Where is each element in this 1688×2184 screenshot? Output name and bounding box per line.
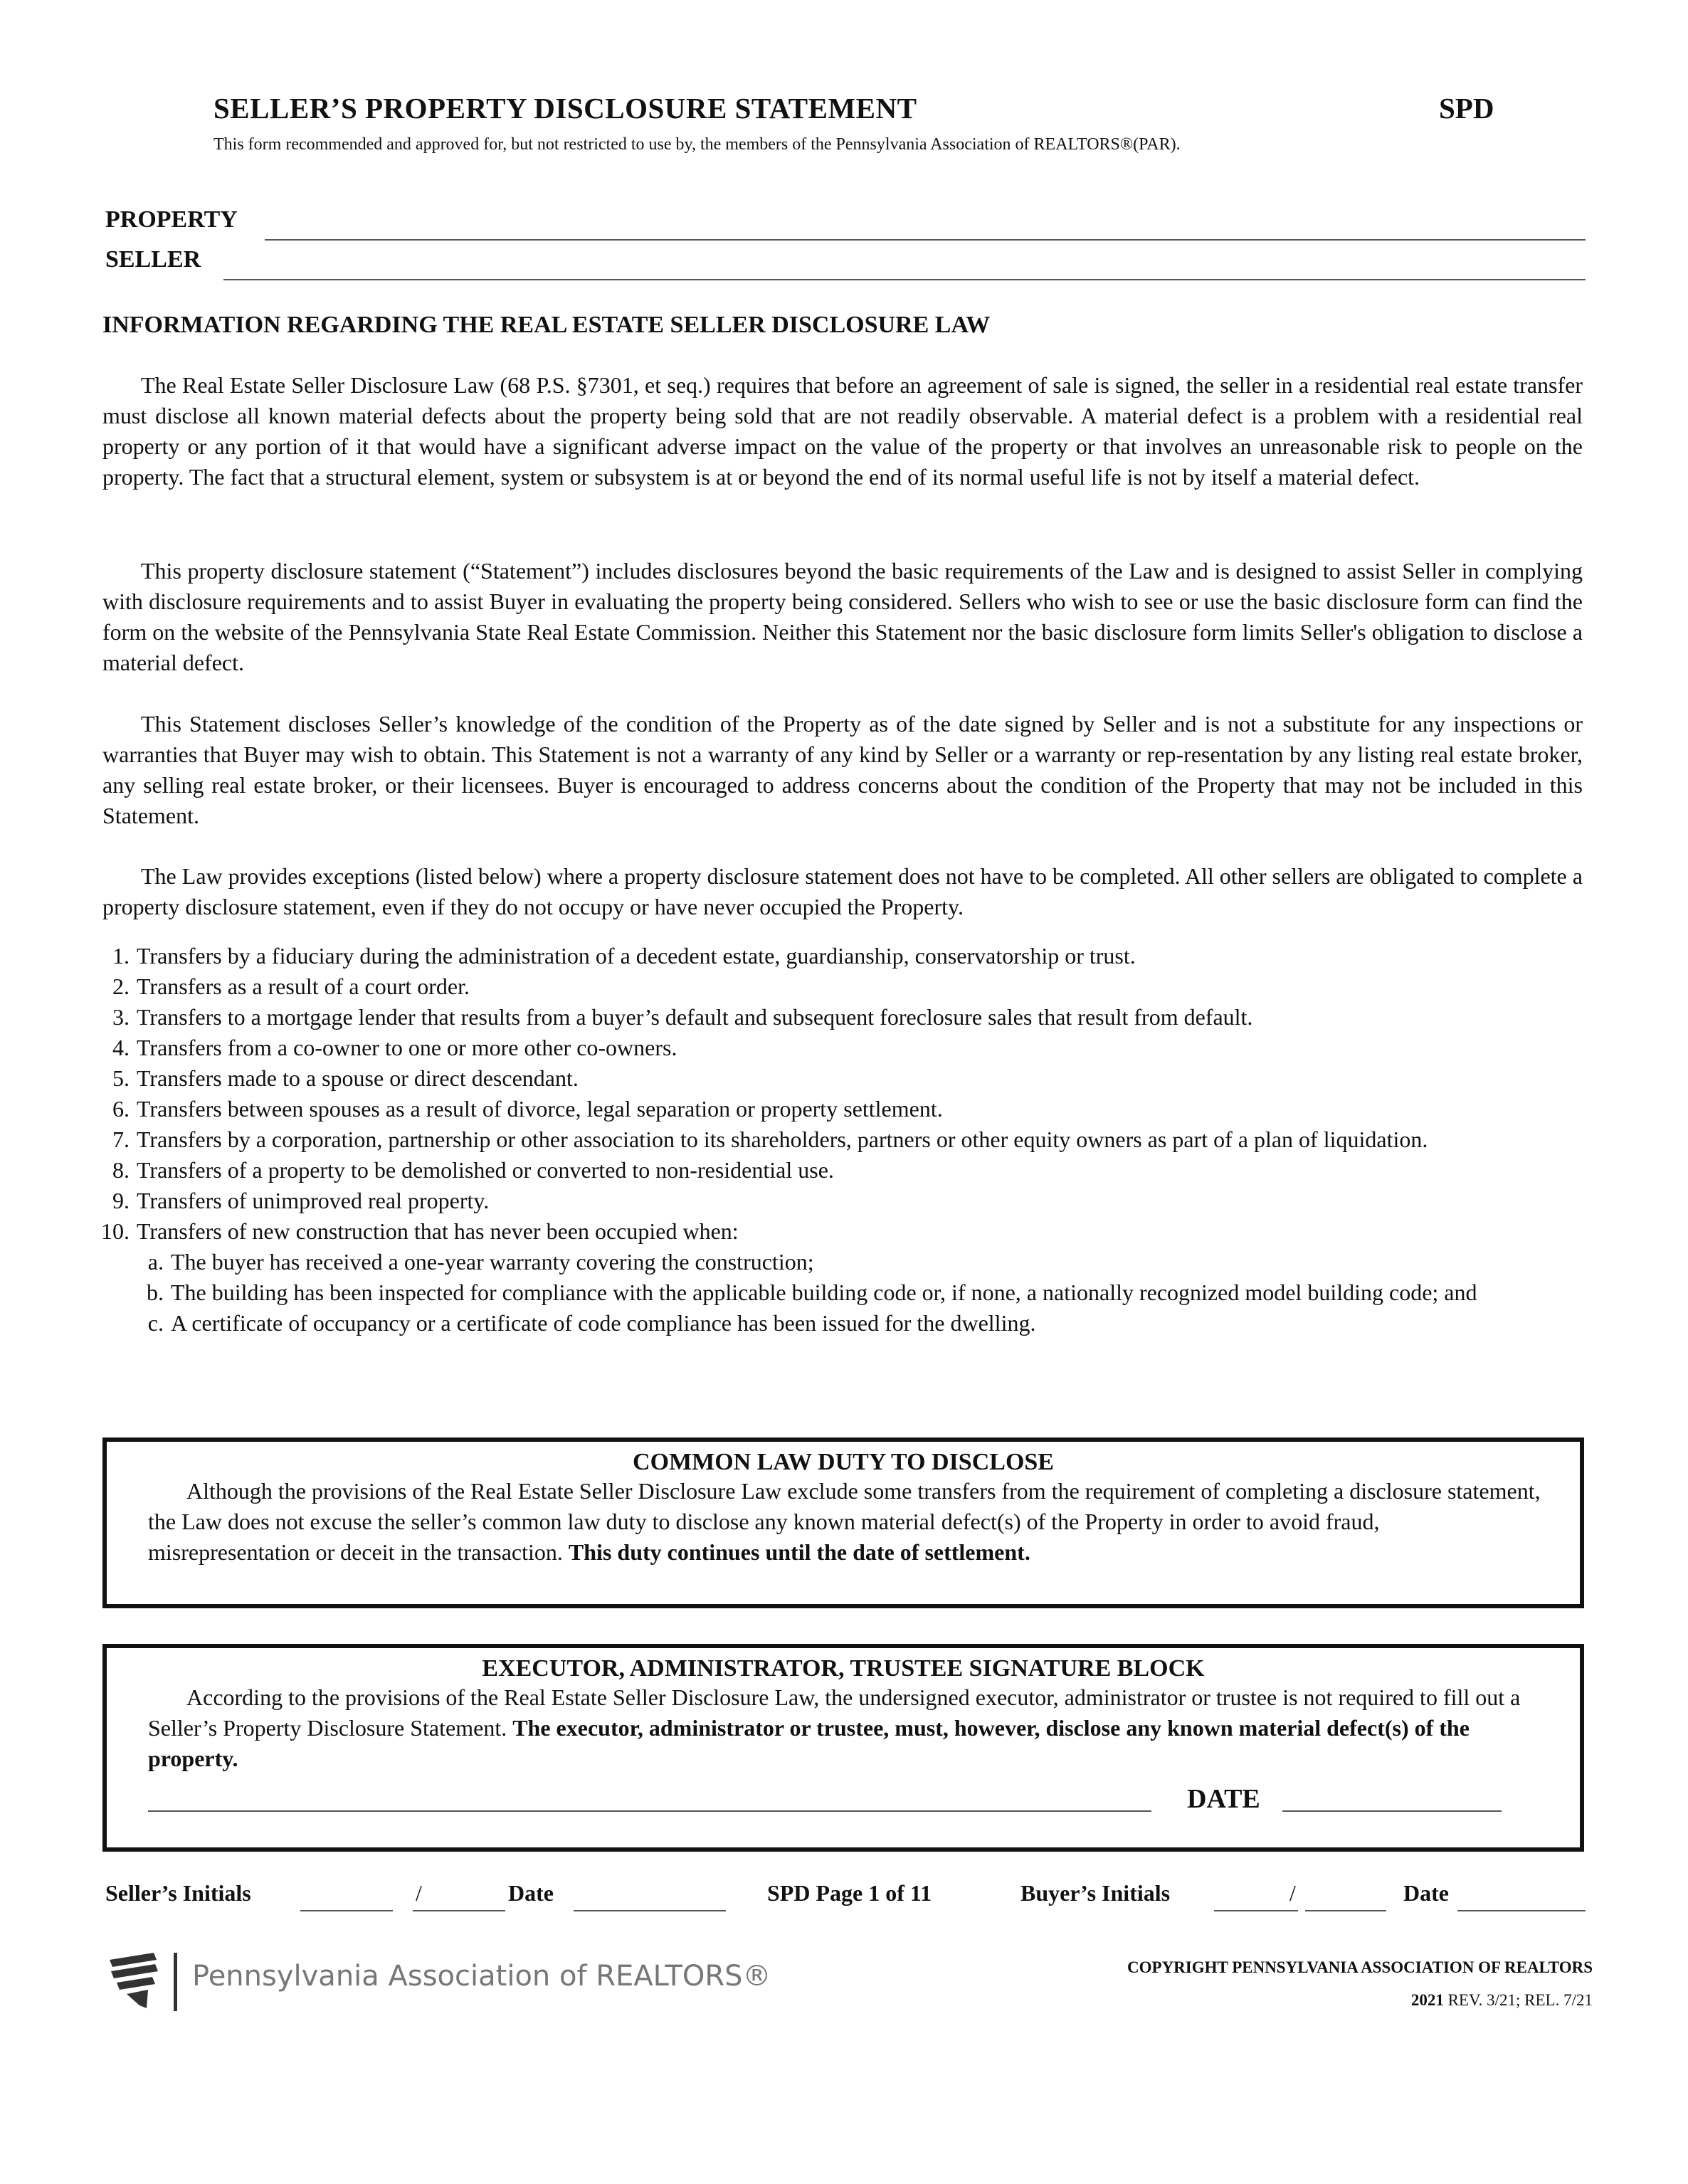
list-item: 7. Transfers by a corporation, partnership or other association to its shareholders, partners or other equity owners as part of a plan of liquidation. bbox=[112, 1127, 1428, 1152]
list-item: 9. Transfers of unimproved real property. bbox=[112, 1188, 490, 1213]
list-item: 8. Transfers of a property to be demolished or converted to non-residential use. bbox=[112, 1157, 834, 1183]
seller-date-label: Date bbox=[508, 1880, 554, 1906]
seller-initials-line-2[interactable] bbox=[413, 1910, 505, 1911]
buyer-date-label: Date bbox=[1403, 1880, 1449, 1906]
buyer-initials-line-2[interactable] bbox=[1305, 1910, 1386, 1911]
page-number: SPD Page 1 of 11 bbox=[767, 1880, 932, 1906]
seller-label: SELLER bbox=[105, 246, 201, 273]
executor-date-line[interactable] bbox=[1282, 1810, 1502, 1812]
form-title: SELLER’S PROPERTY DISCLOSURE STATEMENT bbox=[213, 92, 917, 125]
list-item: 2. Transfers as a result of a court order. bbox=[112, 974, 470, 999]
buyer-initials-label: Buyer’s Initials bbox=[1020, 1880, 1171, 1906]
section-heading: INFORMATION REGARDING THE REAL ESTATE SELLER DISCLOSURE LAW bbox=[102, 312, 991, 338]
paragraph-4: The Law provides exceptions (listed below) where a property disclosure statement does not have to be completed. All other sellers are obligated to complete a property disclosure statement, even if they do not occupy or have never occupied the Property. bbox=[102, 863, 1583, 919]
par-logo-text: Pennsylvania Association of REALTORS® bbox=[192, 1960, 771, 1993]
buyer-initials-slash: / bbox=[1289, 1880, 1296, 1906]
executor-text: According to the provisions of the Real Estate Seller Disclosure Law, the undersigned executor, administrator or trustee is not required to fill out a Seller’s Property Disclosure Statement. The executor, administrator or trustee, must, however, disclose any known material defect(s) of the property. bbox=[148, 1684, 1521, 1771]
paragraph-2: This property disclosure statement (“Statement”) includes disclosures beyond the basic requirements of the Law and is designed to assist Seller in complying with disclosure requirements and to assist Buyer in evaluating the property being considered. Sellers who wish to see or use the basic disclosure form can find the form on the website of the Pennsylvania State Real Estate Commission. Neither this Statement nor the basic disclosure form limits Seller's obligation to disclose a material defect. bbox=[102, 558, 1583, 675]
buyer-date-line[interactable] bbox=[1457, 1910, 1586, 1911]
executor-title: EXECUTOR, ADMINISTRATOR, TRUSTEE SIGNATURE BLOCK bbox=[482, 1655, 1205, 1682]
sub-list-item: b. The building has been inspected for compliance with the applicable building code or, if none, a nationally recognized model building code; and bbox=[147, 1280, 1477, 1305]
list-item: 5. Transfers made to a spouse or direct descendant. bbox=[112, 1065, 579, 1091]
par-logo-icon bbox=[105, 1950, 184, 2017]
property-input-line[interactable] bbox=[265, 239, 1586, 241]
buyer-initials-line-1[interactable] bbox=[1214, 1910, 1298, 1911]
copyright-text: COPYRIGHT PENNSYLVANIA ASSOCIATION OF REALTORS bbox=[1127, 1958, 1593, 1976]
seller-input-line[interactable] bbox=[223, 279, 1586, 280]
revision-text: 2021 REV. 3/21; REL. 7/21 bbox=[1410, 1991, 1593, 2009]
list-item: 10. Transfers of new construction that has never been occupied when: bbox=[101, 1218, 739, 1244]
list-item: 4. Transfers from a co-owner to one or more other co-owners. bbox=[112, 1035, 677, 1060]
executor-signature-line[interactable] bbox=[148, 1810, 1151, 1812]
list-item: 1. Transfers by a fiduciary during the administration of a decedent estate, guardianship, conservatorship or trust. bbox=[112, 943, 1136, 969]
executor-box bbox=[102, 1644, 1584, 1852]
seller-date-line[interactable] bbox=[574, 1910, 726, 1911]
common-law-text: Although the provisions of the Real Estate Seller Disclosure Law exclude some transfers from the requirement of completing a disclosure statement, the Law does not excuse the seller’s common law duty to disclose any known material defect(s) of the Property in order to avoid fraud, misrepresentation or deceit in the transaction. This duty continues until the date of settlement. bbox=[148, 1478, 1541, 1565]
seller-initials-line-1[interactable] bbox=[300, 1910, 393, 1911]
sub-list-item: a. The buyer has received a one-year warranty covering the construction; bbox=[147, 1249, 814, 1275]
form-subtitle: This form recommended and approved for, but not restricted to use by, the members of the Pennsylvania Association of REALTORS®(PAR). bbox=[213, 135, 1181, 154]
paragraph-1: The Real Estate Seller Disclosure Law (68 P.S. §7301, et seq.) requires that before an agreement of sale is signed, the seller in a residential real estate transfer must disclose all known material defects about the property being sold that are not readily observable. A material defect is a problem with a residential real property or any portion of it that would have a significant adverse impact on the value of the property or that involves an unreasonable risk to people on the property. The fact that a structural element, system or subsystem is at or beyond the end of its normal useful life is not by itself a material defect. bbox=[102, 372, 1583, 490]
form-code: SPD bbox=[1439, 92, 1494, 125]
seller-initials-slash: / bbox=[416, 1880, 422, 1906]
sub-list-item: c. A certificate of occupancy or a certificate of code compliance has been issued for the dwelling. bbox=[147, 1310, 1036, 1336]
property-label: PROPERTY bbox=[105, 206, 238, 233]
common-law-box bbox=[102, 1437, 1584, 1608]
list-item: 3. Transfers to a mortgage lender that results from a buyer’s default and subsequent foreclosure sales that result from default. bbox=[112, 1004, 1253, 1030]
paragraph-3: This Statement discloses Seller’s knowledge of the condition of the Property as of the date signed by Seller and is not a substitute for any inspections or warranties that Buyer may wish to obtain. This Statement is not a warranty of any kind by Seller or a warranty or rep-resentation by any listing real estate broker, any selling real estate broker, or their licensees. Buyer is encouraged to address concerns about the condition of the Property that may not be included in this Statement. bbox=[102, 711, 1583, 828]
exceptions-list bbox=[102, 941, 1583, 1339]
common-law-title: COMMON LAW DUTY TO DISCLOSE bbox=[633, 1449, 1054, 1475]
executor-date-label: DATE bbox=[1187, 1784, 1260, 1814]
list-item: 6. Transfers between spouses as a result of divorce, legal separation or property settlement. bbox=[112, 1096, 943, 1122]
seller-initials-label: Seller’s Initials bbox=[105, 1880, 251, 1906]
